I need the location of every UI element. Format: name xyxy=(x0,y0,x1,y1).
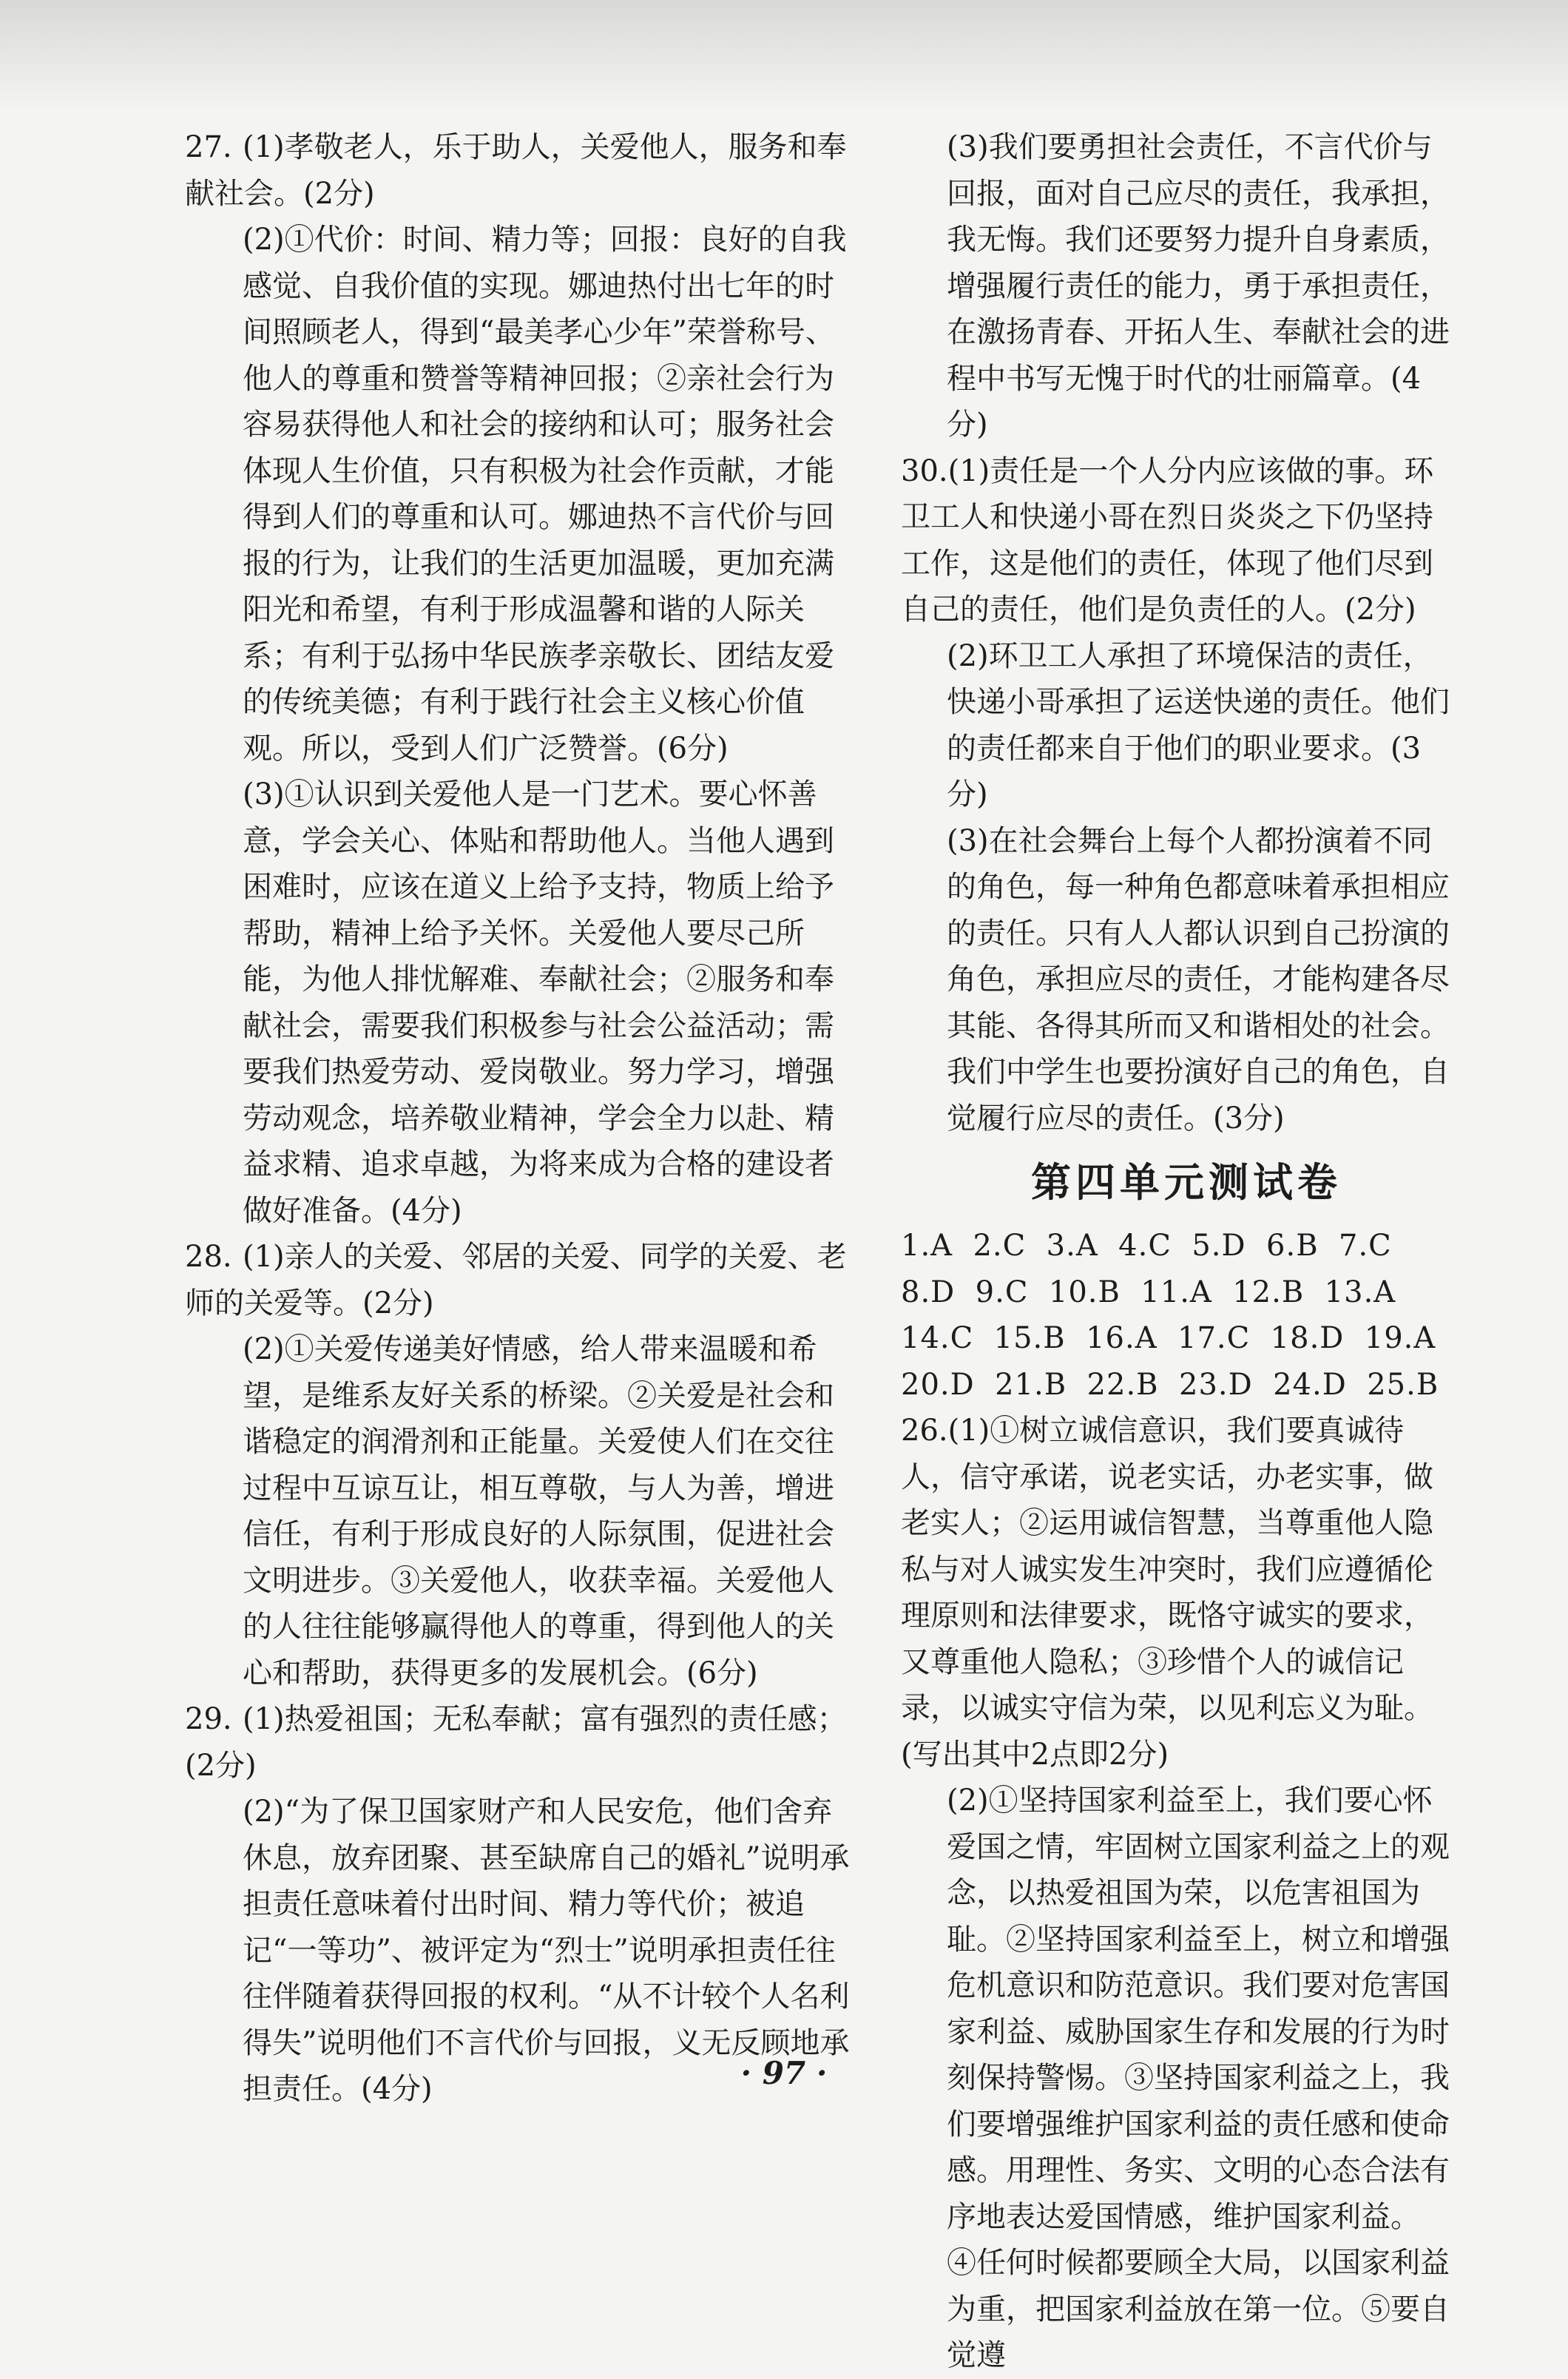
mc-answer-row: 20.D 21.B 22.B 23.D 24.D 25.B xyxy=(901,1367,1439,1402)
answer-paragraph: (2)“为了保卫国家财产和人民安危，他们舍弃休息，放弃团聚、甚至缺席自己的婚礼”说明承担责任意味着付出时间、精力等代价；被追记“一等功”、被评定为“烈士”说明承担责任往往伴随着获得回报的权利。“从不计较个人名利得失”说明他们不言代价与回报，义无反顾地承担责任。(4分) xyxy=(243,1795,850,2106)
left-column xyxy=(185,124,851,2113)
multiple-choice-answers xyxy=(901,1223,1457,1408)
mc-answer-row: 8.D 9.C 10.B 11.A 12.B 13.A xyxy=(901,1275,1396,1309)
section-title: 第四单元测试卷 xyxy=(1031,1158,1342,1206)
answer-paragraph: (2)环卫工人承担了环境保洁的责任，快递小哥承担了运送快递的责任。他们的责任都来自于他们的职业要求。(3分) xyxy=(947,638,1450,811)
question-29 xyxy=(185,1696,851,2113)
answer-paragraph: 30.(1)责任是一个人分内应该做的事。环卫工人和快递小哥在烈日炎炎之下仍坚持工作，这是他们的责任，体现了他们尽到自己的责任，他们是负责任的人。(2分) xyxy=(901,448,1457,633)
mc-answer-row: 14.C 15.B 16.A 17.C 18.D 19.A xyxy=(901,1321,1436,1355)
question-27 xyxy=(185,124,851,1234)
answer-paragraph: 29. (1)热爱祖国；无私奉献；富有强烈的责任感；(2分) xyxy=(185,1696,851,1789)
answer-paragraph: 27. (1)孝敬老人，乐于助人，关爱他人，服务和奉献社会。(2分) xyxy=(185,124,851,217)
right-column xyxy=(901,124,1457,2379)
question-number: 26. xyxy=(901,1414,948,1448)
page-number: · 97 · xyxy=(740,2055,828,2091)
question-30 xyxy=(901,448,1457,1142)
question-29-continued xyxy=(901,124,1457,448)
question-number: 27. xyxy=(185,130,232,164)
question-number: 28. xyxy=(185,1240,232,1274)
question-26 xyxy=(901,1408,1457,2379)
question-number: 30. xyxy=(901,453,948,488)
page-top-shade xyxy=(0,0,1568,111)
answer-paragraph: (2)①坚持国家利益至上，我们要心怀爱国之情，牢固树立国家利益之上的观念，以热爱祖国为荣，以危害祖国为耻。②坚持国家利益至上，树立和增强危机意识和防范意识。我们要对危害国家利益、威胁国家生存和发展的行为时刻保持警惕。③坚持国家利益之上，我们要增强维护国家利益的责任感和使命感。用理性、务实、文明的心态合法有序地表达爱国情感，维护国家利益。 xyxy=(947,1784,1450,2234)
question-28 xyxy=(185,1234,851,1696)
answer-paragraph: (2)①关爱传递美好情感，给人带来温暖和希望，是维系友好关系的桥梁。②关爱是社会和谐稳定的润滑剂和正能量。关爱使人们在交往过程中互谅互让，相互尊敬，与人为善，增进信任，有利于形成良好的人际氛围，促进社会文明进步。③关爱他人，收获幸福。关爱他人的人往往能够赢得他人的尊重，得到他人的关心和帮助，获得更多的发展机会。(6分) xyxy=(243,1332,834,1690)
question-number: 29. xyxy=(185,1702,232,1736)
answer-paragraph: (3)我们要勇担社会责任，不言代价与回报，面对自己应尽的责任，我承担，我无悔。我们还要努力提升自身素质，增强履行责任的能力，勇于承担责任，在激扬青春、开拓人生、奉献社会的进程中书写无愧于时代的壮丽篇章。(4分) xyxy=(947,130,1450,442)
answer-paragraph: (3)在社会舞台上每个人都扮演着不同的角色，每一种角色都意味着承担相应的责任。只有人人都认识到自己扮演的角色，承担应尽的责任，才能构建各尽其能、各得其所而又和谐相处的社会。我们中学生也要扮演好自己的角色，自觉履行应尽的责任。(3分) xyxy=(947,823,1450,1135)
answer-paragraph: (2)①代价：时间、精力等；回报：良好的自我感觉、自我价值的实现。娜迪热付出七年的时间照顾老人，得到“最美孝心少年”荣誉称号、他人的尊重和赞誉等精神回报；②亲社会行为容易获得他人和社会的接纳和认可；服务社会体现人生价值，只有积极为社会作贡献，才能得到人们的尊重和认可。娜迪热不言代价与回报的行为，让我们的生活更加温暖，更加充满阳光和希望，有利于形成温馨和谐的人际关系；有利于弘扬中华民族孝亲敬长、团结友爱的传统美德；有利于践行社会主义核心价值观。所以，受到人们广泛赞誉。(6分) xyxy=(243,223,847,766)
answer-paragraph: 28. (1)亲人的关爱、邻居的关爱、同学的关爱、老师的关爱等。(2分) xyxy=(185,1234,851,1326)
mc-answer-row: 1.A 2.C 3.A 4.C 5.D 6.B 7.C xyxy=(901,1229,1392,1263)
answer-paragraph: ④任何时候都要顾全大局，以国家利益为重，把国家利益放在第一位。⑤要自觉遵 xyxy=(947,2246,1450,2372)
answer-paragraph: (3)①认识到关爱他人是一门艺术。要心怀善意，学会关心、体贴和帮助他人。当他人遇到困难时，应该在道义上给予支持，物质上给予帮助，精神上给予关怀。关爱他人要尽己所能，为他人排忧解难、奉献社会；②服务和奉献社会，需要我们积极参与社会公益活动；需要我们热爱劳动、爱岗敬业。努力学习，增强劳动观念，培养敬业精神，学会全力以赴、精益求精、追求卓越，为将来成为合格的建设者做好准备。(4分) xyxy=(243,777,834,1228)
answer-paragraph: 26.(1)①树立诚信意识，我们要真诚待人，信守承诺，说老实话，办老实事，做老实人；②运用诚信智慧，当尊重他人隐私与对人诚实发生冲突时，我们应遵循伦理原则和法律要求，既恪守诚实的要求，又尊重他人隐私；③珍惜个人的诚信记录，以诚实守信为荣，以见利忘义为耻。(写出其中2点即2分) xyxy=(901,1408,1457,1778)
